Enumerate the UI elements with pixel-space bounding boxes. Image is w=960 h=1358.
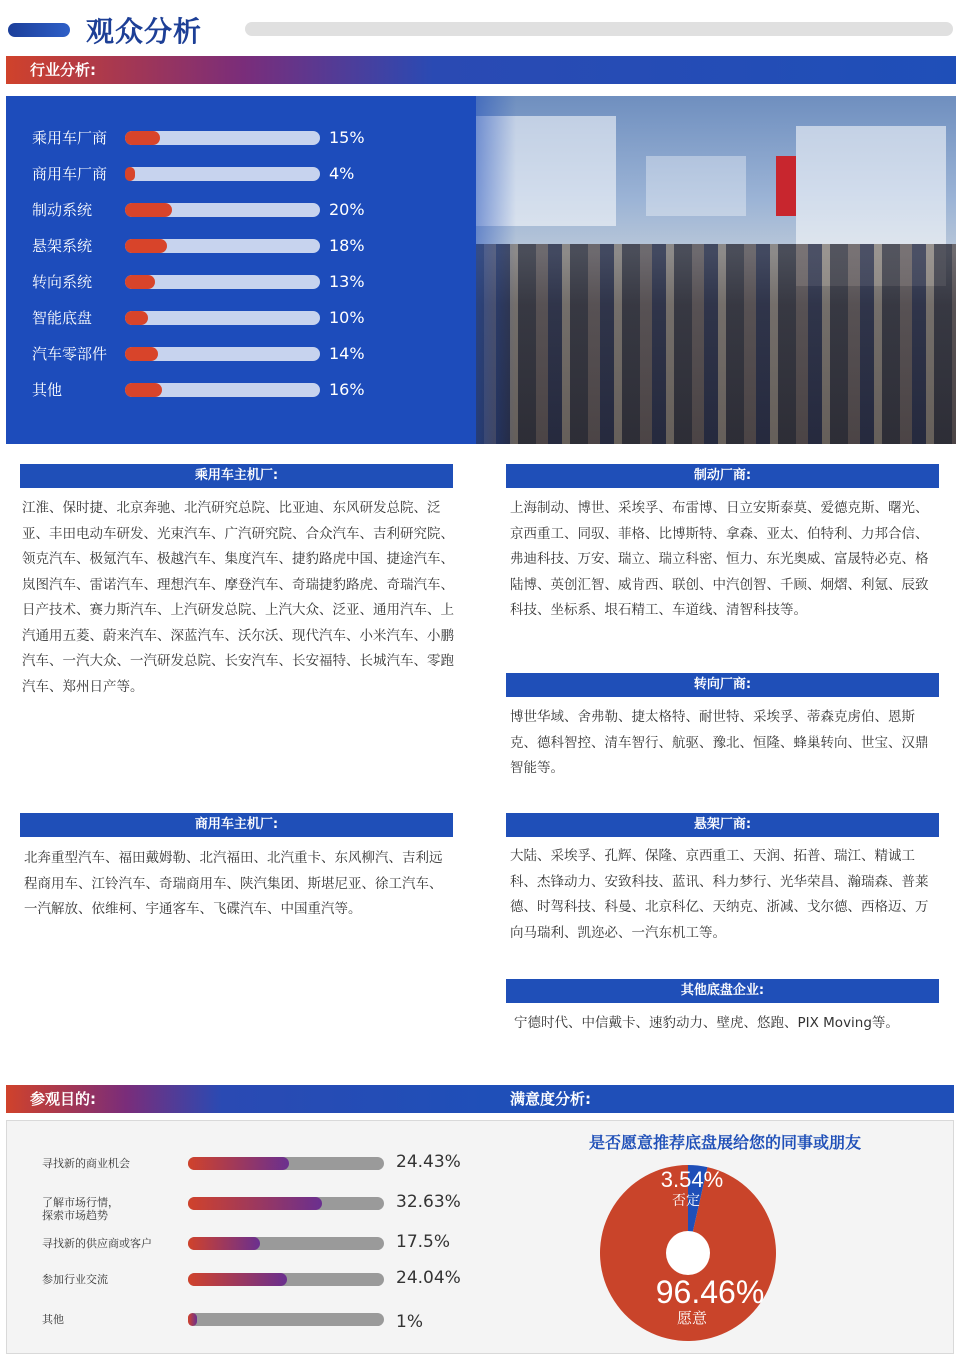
pie-label-yes-value: 96.46% — [655, 1274, 765, 1310]
purpose-value: 17.5% — [396, 1232, 451, 1252]
industry-header: 行业分析: — [6, 56, 956, 84]
brake-list: 上海制动、博世、采埃孚、布雷博、日立安斯泰莫、爱德克斯、曙光、京西重工、同驭、菲格、比博斯特、拿森、亚太、伯特利、力邦合信、弗迪科技、万安、瑞立、瑞立科密、恒力、东光奥威、富晟特必克、格陆博、英创汇智、威肯西、联创、中汽创智、千顾、炯熠、利氪、辰致科技、坐标系、垠石精工、车道线、清智科技等。 — [510, 500, 929, 618]
pie-label-no-value: 3.54% — [660, 1167, 724, 1192]
purpose-bar-track — [188, 1273, 384, 1286]
industry-bar-fill — [125, 347, 158, 361]
industry-bar-track — [125, 203, 320, 217]
industry-row — [32, 306, 472, 330]
purpose-value: 24.04% — [396, 1268, 461, 1288]
suspension-header: 悬架厂商: — [506, 813, 939, 837]
title-bar — [0, 8, 960, 48]
satisfaction-header: 满意度分析: — [486, 1085, 954, 1113]
industry-bar-track — [125, 347, 320, 361]
purpose-row — [6, 1190, 466, 1224]
industry-label: 制动系统 — [32, 201, 93, 219]
industry-bar-fill — [125, 239, 167, 253]
industry-label: 商用车厂商 — [32, 165, 108, 183]
industry-bar-track — [125, 275, 320, 289]
purpose-label: 寻找新的供应商或客户 — [42, 1237, 152, 1250]
industry-label: 其他 — [32, 381, 63, 399]
industry-bar-fill — [125, 311, 148, 325]
industry-bar-fill — [125, 203, 172, 217]
industry-bar-fill — [125, 131, 160, 145]
purpose-header: 参观目的: — [6, 1085, 486, 1113]
purpose-bar-fill — [188, 1273, 287, 1286]
industry-label: 转向系统 — [32, 273, 93, 291]
satisfaction-pie — [592, 1153, 842, 1353]
purpose-value: 1% — [396, 1312, 423, 1332]
industry-value: 15% — [329, 128, 365, 147]
purpose-label: 参加行业交流 — [42, 1273, 108, 1286]
purpose-bar-track — [188, 1237, 384, 1250]
purpose-bar-fill — [188, 1313, 197, 1326]
pie-center-hole — [666, 1231, 710, 1275]
industry-panel — [6, 96, 956, 444]
purpose-value: 24.43% — [396, 1152, 461, 1172]
exhibition-photo — [466, 96, 956, 444]
industry-value: 16% — [329, 380, 365, 399]
industry-label: 悬架系统 — [32, 237, 93, 255]
industry-row — [32, 126, 472, 150]
purpose-bar-fill — [188, 1237, 260, 1250]
steering-list: 博世华域、舍弗勒、捷太格特、耐世特、采埃孚、蒂森克虏伯、恩斯克、德科智控、清车智行、航驱、豫北、恒隆、蜂巢转向、世宝、汉鼎智能等。 — [510, 709, 929, 776]
other-chassis-header: 其他底盘企业: — [506, 979, 939, 1003]
purpose-bar-track — [188, 1157, 384, 1170]
industry-label: 乘用车厂商 — [32, 129, 108, 147]
purpose-bar-track — [188, 1197, 384, 1210]
industry-bar-track — [125, 131, 320, 145]
commercial-oem-header: 商用车主机厂: — [20, 813, 453, 837]
industry-row — [32, 198, 472, 222]
industry-bar-fill — [125, 167, 135, 181]
industry-row — [32, 270, 472, 294]
satisfaction-question: 是否愿意推荐底盘展给您的同事或朋友 — [588, 1133, 861, 1152]
industry-row — [32, 234, 472, 258]
purpose-value: 32.63% — [396, 1192, 461, 1212]
industry-row — [32, 378, 472, 402]
title-divider — [245, 22, 953, 36]
industry-bar-track — [125, 383, 320, 397]
suspension-list: 大陆、采埃孚、孔辉、保隆、京西重工、天润、拓普、瑞江、精诚工科、杰锋动力、安致科技、蓝讯、科力梦行、光华荣昌、瀚瑞森、普莱德、时驾科技、科曼、北京科亿、天纳克、浙减、戈尔德、西格迈、万向马瑞利、凯迩必、一汽东机工等。 — [510, 848, 929, 941]
purpose-row — [6, 1230, 466, 1264]
industry-value: 10% — [329, 308, 365, 327]
industry-label: 智能底盘 — [32, 309, 93, 327]
industry-value: 13% — [329, 272, 365, 291]
industry-row — [32, 342, 472, 366]
industry-value: 14% — [329, 344, 365, 363]
industry-value: 4% — [329, 164, 355, 183]
pie-label-yes-text: 愿意 — [676, 1310, 708, 1327]
industry-bar-fill — [125, 275, 155, 289]
commercial-oem-list: 北奔重型汽车、福田戴姆勒、北汽福田、北汽重卡、东风柳汽、吉利远程商用车、江铃汽车、奇瑞商用车、陕汽集团、斯堪尼亚、徐工汽车、一汽解放、依维柯、宇通客车、飞碟汽车、中国重汽等。 — [24, 850, 443, 917]
industry-bar-fill — [125, 383, 162, 397]
other-chassis-list: 宁德时代、中信戴卡、速豹动力、壁虎、悠跑、PIX Moving等。 — [514, 1015, 899, 1031]
title-decoration — [8, 23, 70, 37]
passenger-oem-header: 乘用车主机厂: — [20, 464, 453, 488]
industry-bar-track — [125, 167, 320, 181]
purpose-label: 了解市场行情， 探索市场趋势 — [42, 1196, 119, 1222]
purpose-bar-track — [188, 1313, 384, 1326]
steering-header: 转向厂商: — [506, 673, 939, 697]
industry-bar-track — [125, 311, 320, 325]
page-title: 观众分析 — [86, 15, 203, 48]
purpose-row — [6, 1266, 466, 1300]
industry-bar-track — [125, 239, 320, 253]
purpose-label: 其他 — [42, 1313, 64, 1326]
purpose-row — [6, 1150, 466, 1184]
industry-row — [32, 162, 472, 186]
purpose-bar-fill — [188, 1197, 322, 1210]
industry-label: 汽车零部件 — [32, 345, 108, 363]
industry-value: 18% — [329, 236, 365, 255]
brake-header: 制动厂商: — [506, 464, 939, 488]
industry-value: 20% — [329, 200, 365, 219]
passenger-oem-list: 江淮、保时捷、北京奔驰、北汽研究总院、比亚迪、东风研发总院、泛亚、丰田电动车研发、光束汽车、广汽研究院、合众汽车、吉利研究院、领克汽车、极氪汽车、极越汽车、集度汽车、捷豹路虎中国、捷途汽车、岚图汽车、雷诺汽车、理想汽车、摩登汽车、奇瑞捷豹路虎、奇瑞汽车、日产技术、赛力斯汽车、上汽研发总院、上汽大众、泛亚、通用汽车、上汽通用五菱、蔚来汽车、深蓝汽车、沃尔沃、现代汽车、小米汽车、小鹏汽车、一汽大众、一汽研发总院、长安汽车、长安福特、长城汽车、零跑汽车、郑州日产等。 — [22, 500, 454, 695]
purpose-row — [6, 1306, 466, 1340]
purpose-label: 寻找新的商业机会 — [42, 1157, 130, 1170]
pie-label-no-text: 否定 — [672, 1192, 700, 1208]
purpose-bar-fill — [188, 1157, 289, 1170]
